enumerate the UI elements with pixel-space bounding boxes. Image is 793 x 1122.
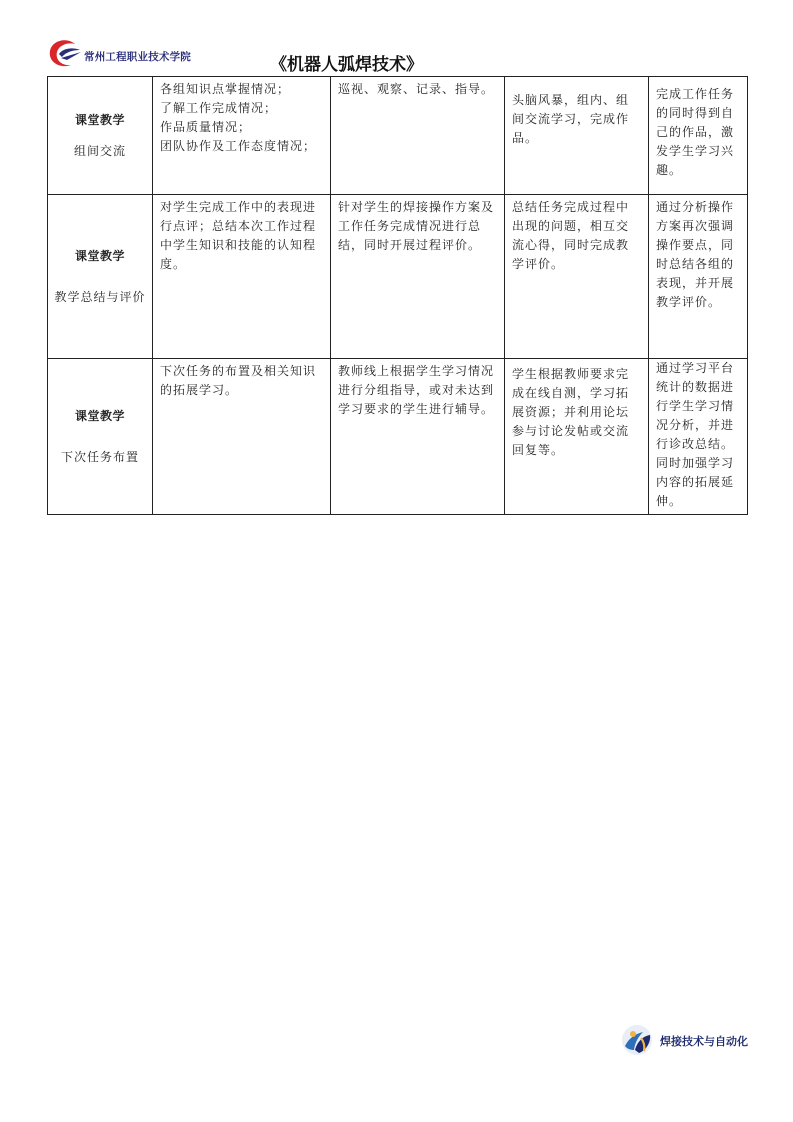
stage-cell xyxy=(48,359,153,515)
table-row xyxy=(48,195,748,359)
teacher-activity-cell: 教师线上根据学生学习情况进行分组指导，或对未达到学习要求的学生进行辅导。 xyxy=(331,359,505,515)
phase-label: 下次任务布置 xyxy=(60,449,139,464)
stage-label: 课堂教学 xyxy=(74,112,125,127)
page-header xyxy=(0,0,793,78)
student-activity-cell: 总结任务完成过程中出现的问题，相互交流心得，同时完成教学评价。 xyxy=(505,195,649,359)
design-intent-cell: 完成工作任务的同时得到自己的作品，激发学生学习兴趣。 xyxy=(649,77,748,195)
design-intent-cell: 通过学习平台统计的数据进行学生学习情况分析，并进行诊改总结。同时加强学习内容的拓展延伸。 xyxy=(649,359,748,515)
phase-label: 组间交流 xyxy=(73,143,126,158)
student-activity-cell: 学生根据教师要求完成在线自测，学习拓展资源；并利用论坛参与讨论发帖或交流回复等。 xyxy=(505,359,649,515)
content-line: 了解工作完成情况； xyxy=(160,101,278,115)
content-cell xyxy=(153,77,331,195)
content-line: 作品质量情况； xyxy=(160,120,252,134)
school-logo-icon xyxy=(47,38,83,68)
table-row xyxy=(48,359,748,515)
content-cell: 下次任务的布置及相关知识的拓展学习。 xyxy=(153,359,331,515)
stage-cell xyxy=(48,77,153,195)
document-title: 《机器人弧焊技术》 xyxy=(270,55,423,75)
content-line: 团队协作及工作态度情况； xyxy=(160,139,317,153)
lesson-plan-table xyxy=(47,76,748,515)
footer-brand-text: 焊接技术与自动化 xyxy=(660,1035,748,1048)
content-line: 各组知识点掌握情况； xyxy=(160,82,291,96)
school-name: 常州工程职业技术学院 xyxy=(84,51,191,63)
phase-label: 教学总结与评价 xyxy=(54,289,146,304)
footer-logo-icon xyxy=(621,1024,653,1056)
design-intent-cell: 通过分析操作方案再次强调操作要点，同时总结各组的表现，并开展教学评价。 xyxy=(649,195,748,359)
teacher-activity-cell: 巡视、观察、记录、指导。 xyxy=(331,77,505,195)
stage-label: 课堂教学 xyxy=(74,408,125,423)
content-cell: 对学生完成工作中的表现进行点评；总结本次工作过程中学生知识和技能的认知程度。 xyxy=(153,195,331,359)
stage-cell xyxy=(48,195,153,359)
table-row xyxy=(48,77,748,195)
teacher-activity-cell: 针对学生的焊接操作方案及工作任务完成情况进行总结，同时开展过程评价。 xyxy=(331,195,505,359)
stage-label: 课堂教学 xyxy=(74,248,125,263)
student-activity-cell: 头脑风暴，组内、组间交流学习，完成作品。 xyxy=(505,77,649,195)
